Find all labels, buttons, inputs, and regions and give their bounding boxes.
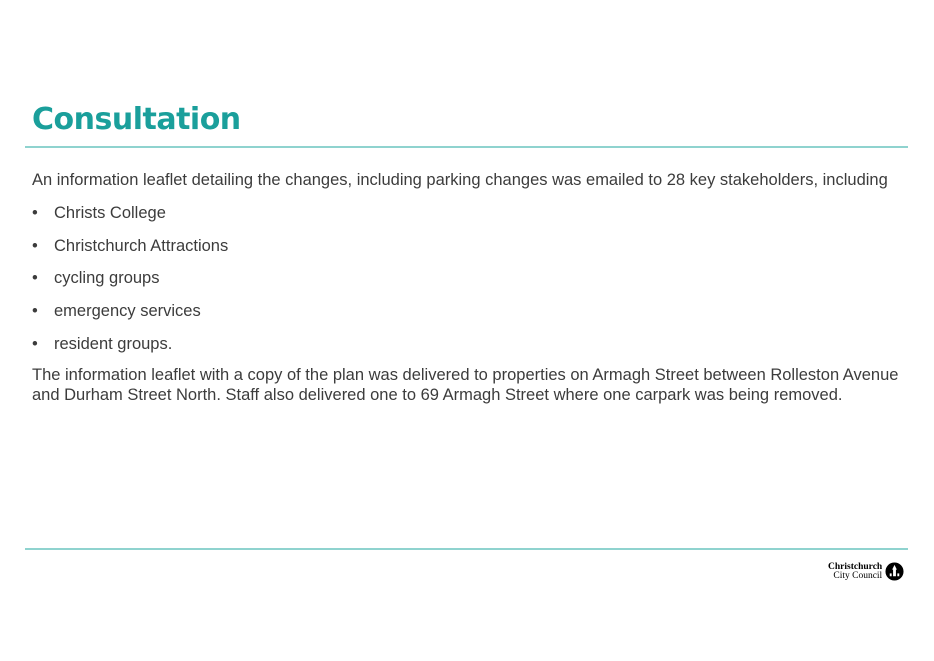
title-divider <box>25 146 908 148</box>
list-item-text: cycling groups <box>54 269 160 288</box>
bullet-icon: • <box>32 302 38 321</box>
bullet-icon: • <box>32 269 38 288</box>
list-item <box>32 202 912 224</box>
slide-title: Consultation <box>32 102 241 137</box>
logo-text <box>828 563 882 581</box>
intro-paragraph: An information leaflet detailing the changes, including parking changes was emailed to 28 key stakeholders, including <box>32 171 888 189</box>
list-item-text: emergency services <box>54 302 201 321</box>
slide-body <box>32 169 912 405</box>
list-item <box>32 333 912 355</box>
list-item <box>32 267 912 289</box>
council-logo <box>828 562 904 581</box>
cathedral-emblem-icon <box>885 562 904 581</box>
logo-line-1: Christchurch <box>828 561 883 572</box>
list-item-text: resident groups. <box>54 334 173 353</box>
list-item <box>32 235 912 257</box>
outro-paragraph: The information leaflet with a copy of the plan was delivered to properties on Armagh Street between Rolleston Avenue and Durham Street North. Staff also delivered one to 69 Armagh Street where one carpark was being removed. <box>32 366 899 405</box>
bullet-icon: • <box>32 334 38 353</box>
logo-line-2: City Council <box>833 570 883 581</box>
footer-divider <box>25 548 908 550</box>
stakeholder-list <box>32 202 912 355</box>
list-item-text: Christs College <box>54 204 166 222</box>
bullet-icon: • <box>32 236 38 255</box>
list-item <box>32 300 912 322</box>
bullet-icon: • <box>32 204 38 222</box>
list-item-text: Christchurch Attractions <box>54 236 229 255</box>
